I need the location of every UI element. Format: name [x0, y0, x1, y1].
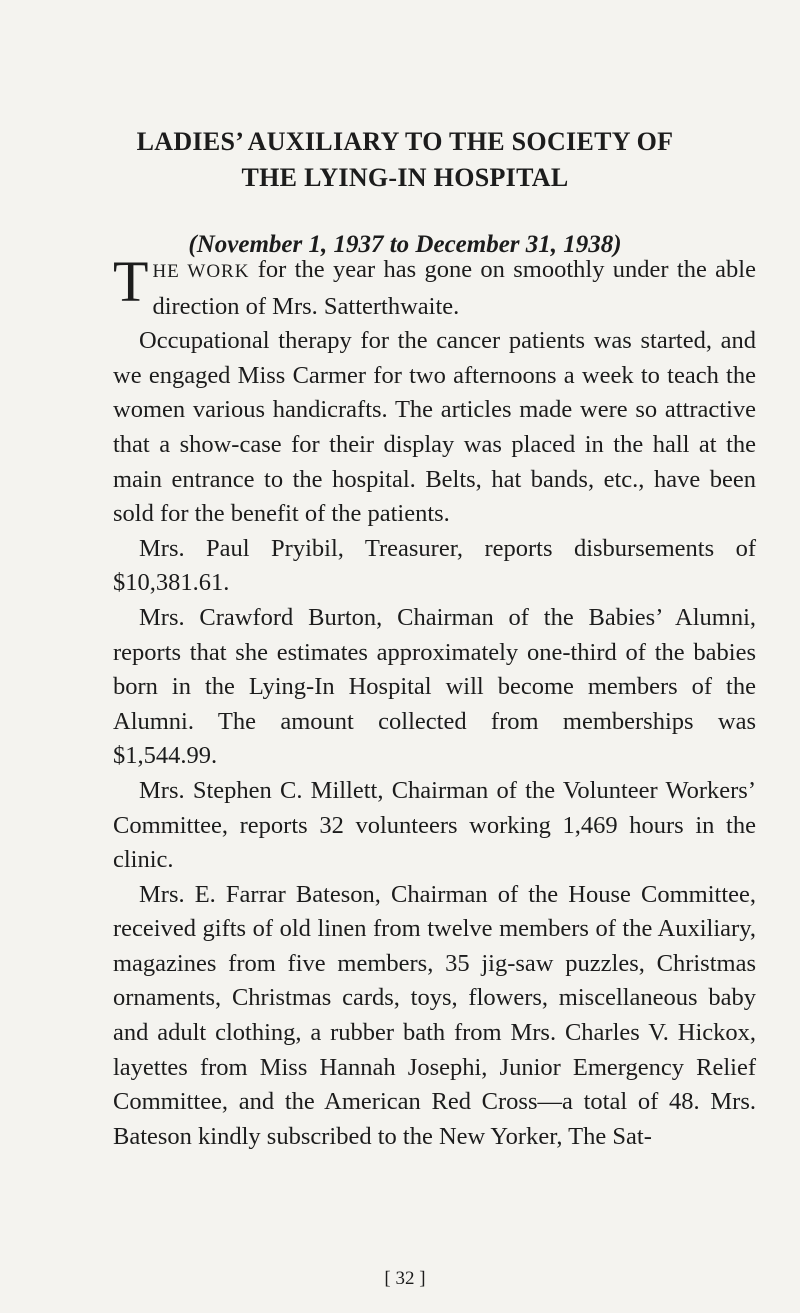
title-line-2: THE LYING-IN HOSPITAL [241, 163, 569, 192]
opening-words: HE WORK [152, 261, 250, 282]
paragraph-3: Mrs. Paul Pryibil, Treasurer, reports disbursements of $10,381.61. [113, 534, 756, 597]
paragraph-5: Mrs. Stephen C. Millett, Chairman of the Volunteer Workers’ Committee, reports 32 volunteers working 1,469 hours in the clinic. [113, 776, 756, 874]
paragraph-6: Mrs. E. Farrar Bateson, Chairman of the House Committee, received gifts of old linen from twelve members of the Auxiliary, magazines from five members, 35 jig-saw puzzles, Christmas ornaments, Christmas cards, toys, flowers, miscellaneous baby and adult clothing, a rubber bath from Mrs. Charles V. Hickox, layettes from Miss Hannah Josephi, Junior Emergency Relief Committee, and the American Red Cross—a total of 48. Mrs. Bateson kindly subscribed to the New Yorker, The Sat- [113, 880, 756, 1150]
drop-cap: T [113, 249, 149, 314]
body-text [113, 249, 756, 1154]
paragraph-2: Occupational therapy for the cancer patients was started, and we engaged Miss Carmer for two afternoons a week to teach the women various handicrafts. The articles made were so attractive that a show-case for their display was placed in the hall at the main entrance to the hospital. Belts, hat bands, etc., have been sold for the benefit of the patients. [113, 327, 756, 528]
paragraph-4: Mrs. Crawford Burton, Chairman of the Babies’ Alumni, reports that she estimates approximately one-third of the babies born in the Lying-In Hospital will become members of the Alumni. The amount collected from memberships was $1,544.99. [113, 603, 756, 770]
date-range: (November 1, 1937 to December 31, 1938) [188, 231, 622, 258]
page-number: [ 32 ] [384, 1268, 426, 1289]
paragraph-1-text: for the year has gone on smoothly under the able direction of Mrs. Satterthwaite. [152, 256, 756, 320]
title-line-1: LADIES’ AUXILIARY TO THE SOCIETY OF [136, 127, 674, 156]
paragraph-1 [113, 249, 756, 324]
